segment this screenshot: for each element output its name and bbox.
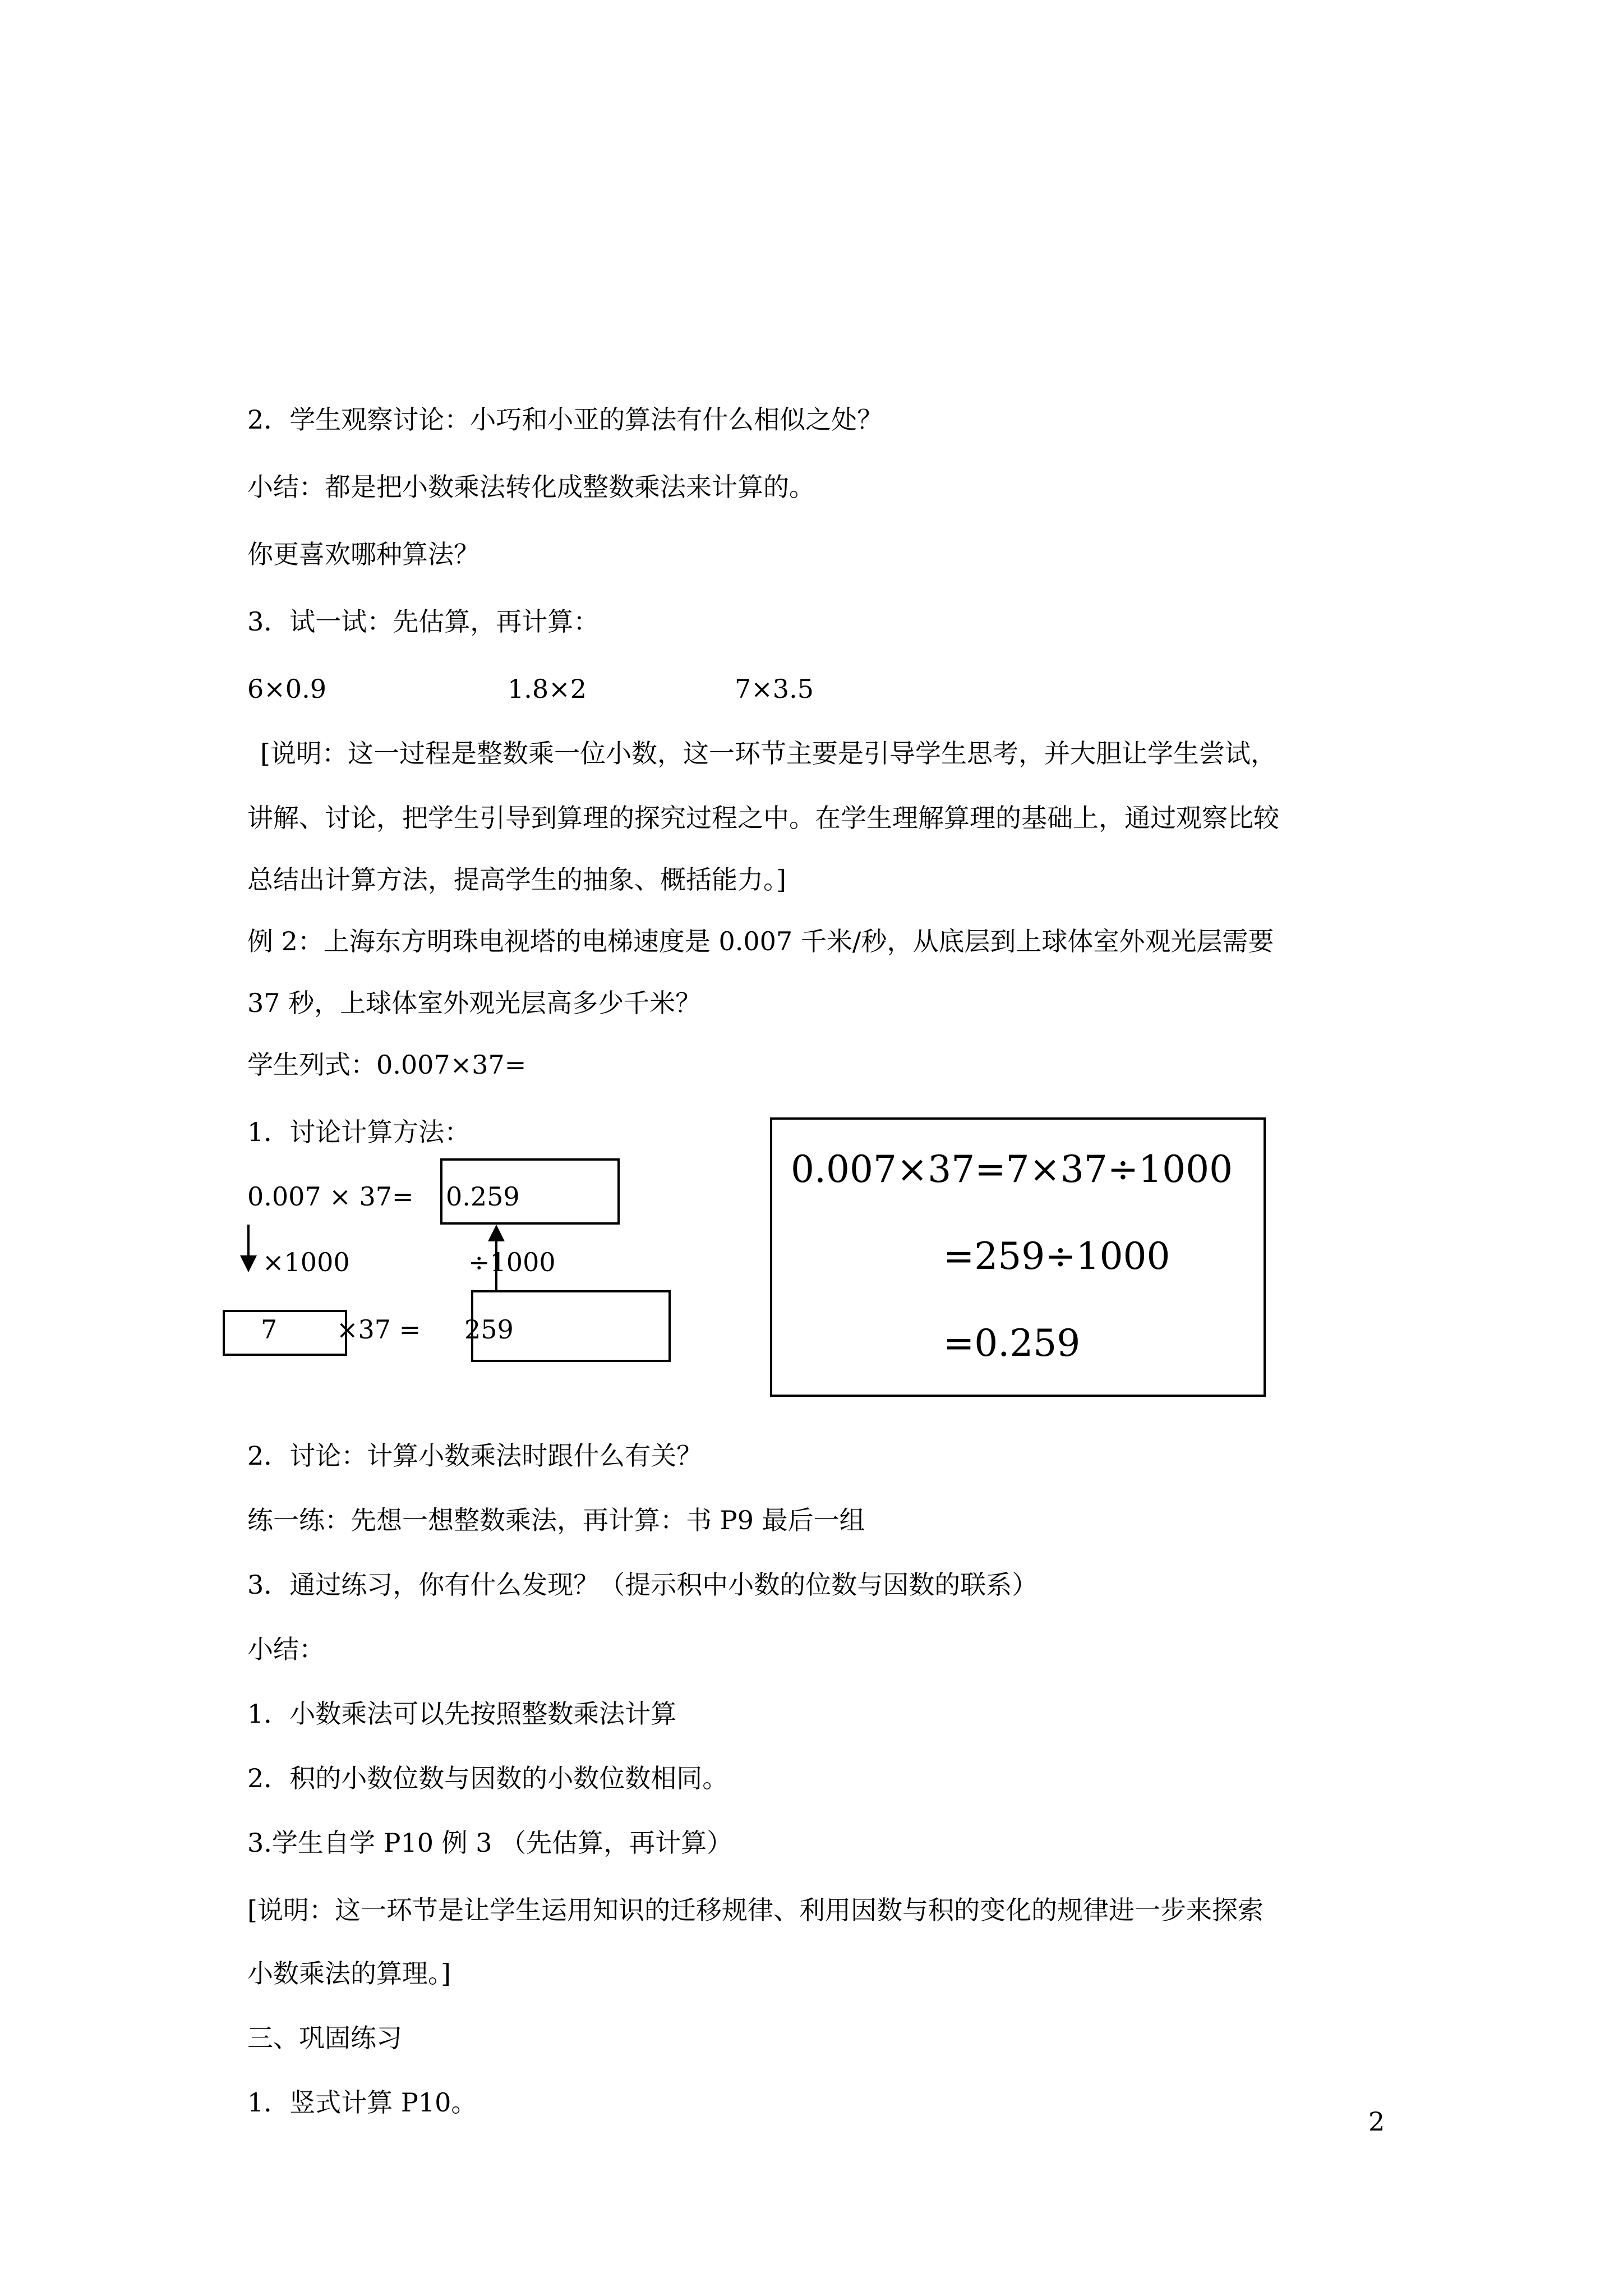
- paragraph-line: 3．试一试：先估算，再计算：: [247, 606, 600, 637]
- divide-label: ÷1000: [468, 1247, 556, 1277]
- exercise-2: 1.8×2: [508, 674, 587, 704]
- paragraph-line: 小结：都是把小数乘法转化成整数乘法来计算的。: [247, 472, 815, 502]
- paragraph-line: 3．通过练习，你有什么发现？（提示积中小数的位数与因数的联系）: [247, 1570, 1038, 1600]
- diagram-row3-expression: ×37 =: [336, 1314, 421, 1345]
- paragraph-line: 例 2：上海东方明珠电视塔的电梯速度是 0.007 千米/秒，从底层到上球体室外观光层需要: [247, 926, 1274, 956]
- paragraph-line: 讲解、讨论，把学生引导到算理的探究过程之中。在学生理解算理的基础上，通过观察比较: [247, 803, 1279, 833]
- diagram-product-value: 259: [464, 1314, 514, 1345]
- paragraph-line: 小数乘法的算理。]: [247, 1958, 451, 1989]
- down-arrow-shaft: [247, 1225, 250, 1258]
- derivation-line-1: 0.007×37=7×37÷1000: [791, 1148, 1233, 1191]
- exercise-3: 7×3.5: [735, 674, 814, 704]
- paragraph-line: 总结出计算方法，提高学生的抽象、概括能力。]: [247, 864, 786, 895]
- page-number: 2: [1368, 2106, 1385, 2137]
- diagram-factor-box: [223, 1310, 347, 1356]
- diagram-result-value: 0.259: [446, 1181, 520, 1212]
- derivation-line-2: =259÷1000: [943, 1235, 1170, 1278]
- paragraph-line: 2．学生观察讨论：小巧和小亚的算法有什么相似之处？: [247, 404, 883, 435]
- paragraph-line: 3.学生自学 P10 例 3 （先估算，再计算）: [247, 1828, 733, 1858]
- paragraph-line: 学生列式：0.007×37=: [247, 1050, 527, 1080]
- paragraph-line: 你更喜欢哪种算法？: [247, 539, 479, 569]
- paragraph-line: 2．积的小数位数与因数的小数位数相同。: [247, 1763, 728, 1793]
- derivation-line-3: =0.259: [943, 1322, 1081, 1365]
- paragraph-line: 1．小数乘法可以先按照整数乘法计算: [247, 1699, 677, 1729]
- paragraph-line: 2．讨论：计算小数乘法时跟什么有关？: [247, 1441, 703, 1471]
- paragraph-line: [说明：这一环节是让学生运用知识的迁移规律、利用因数与积的变化的规律进一步来探索: [247, 1895, 1264, 1925]
- section-heading: 三、巩固练习: [247, 2023, 402, 2053]
- paragraph-line: [说明：这一过程是整数乘一位小数，这一环节主要是引导学生思考，并大胆让学生尝试，: [260, 738, 1276, 769]
- paragraph-line: 练一练：先想一想整数乘法，再计算：书 P9 最后一组: [247, 1505, 865, 1535]
- paragraph-line: 1．竖式计算 P10。: [247, 2087, 477, 2118]
- exercise-1: 6×0.9: [247, 674, 326, 704]
- up-arrow-icon: [488, 1225, 505, 1241]
- paragraph-line: 小结：: [247, 1634, 325, 1664]
- down-arrow-icon: [240, 1255, 257, 1272]
- diagram-factor-value: 7: [261, 1314, 278, 1345]
- paragraph-line: 1．讨论计算方法：: [247, 1117, 471, 1147]
- multiply-label: ×1000: [262, 1247, 350, 1277]
- diagram-row1-expression: 0.007 × 37=: [247, 1181, 414, 1212]
- paragraph-line: 37 秒，上球体室外观光层高多少千米？: [247, 988, 702, 1018]
